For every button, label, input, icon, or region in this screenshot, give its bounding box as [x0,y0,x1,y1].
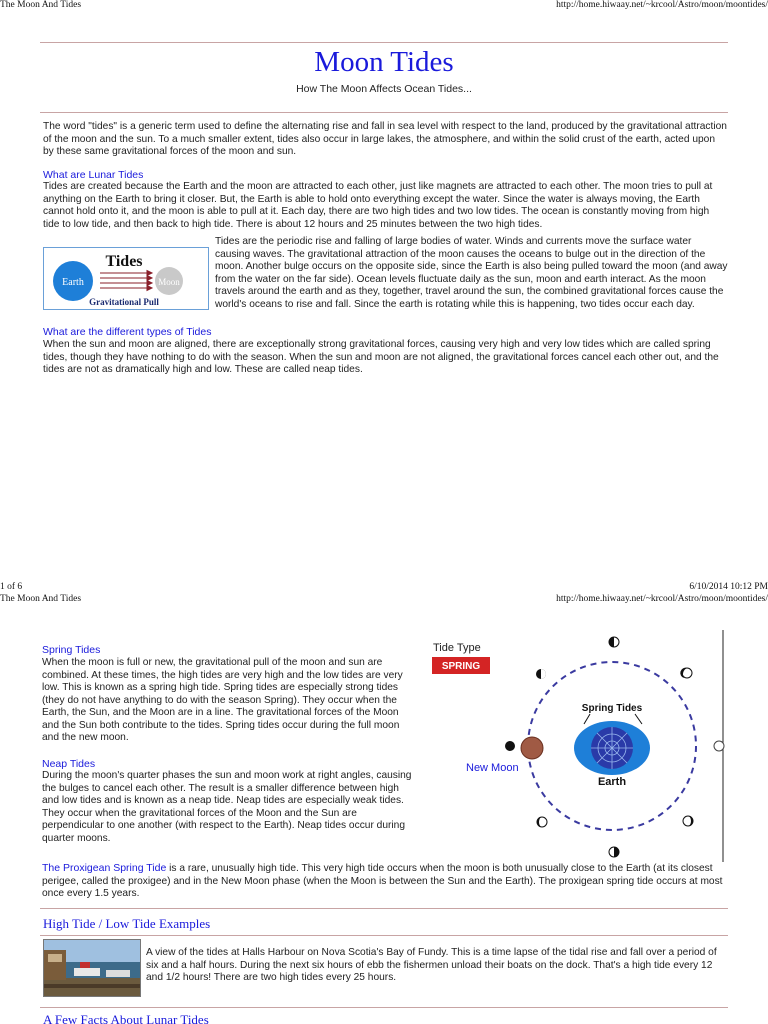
periodic-paragraph: Tides are the periodic rise and falling of large bodies of water. Winds and currents move the surface water causing waves. The gravitational attraction of the moon causes the oceans to bulge out in the direction of the moon. Another bulge occurs on the opposite side, since the Earth is also being pulled toward the moon (and away from the water on the far side). Ocean levels fluctuate daily as the sun, moon and earth interact. As the moon travels around the earth and as they, together, travel around the sun, the combined gravitational forces cause the world's oceans to rise and fall. Since the earth is rotating while this is happening, two tides occur each day. [215,236,728,310]
sun-marker [714,741,724,751]
proxigean-text: is a rare, unusually high tide. This very high tide occurs when the moon is both unusually close to the Earth (at its closest perigee, called the proxigee) and in the New Moon phase (when the Moon is between the Sun and the Earth). The proxigean spring tide occurs at most once every 1.5 years. [42,863,723,899]
print-footer-page: 1 of 6 [0,582,23,592]
new-moon-label: New Moon [466,762,519,774]
earth-label-diagram: Earth [597,776,627,788]
print-footer-date: 6/10/2014 10:12 PM [689,582,768,592]
label-pointer-left [584,714,590,724]
neap-tides-heading[interactable]: Neap Tides [42,758,96,770]
gravity-arrows [100,271,152,291]
tides-figure [43,247,209,310]
moon-label: Moon [158,277,180,287]
print-header-left: The Moon And Tides [0,0,82,10]
types-heading[interactable]: What are the different types of Tides [43,326,212,338]
figure-title: Tides [105,253,143,270]
label-pointer-right [635,714,642,724]
lunar-tides-heading[interactable]: What are Lunar Tides [43,169,144,181]
page-title: Moon Tides [314,46,454,78]
earth-grid [591,727,633,769]
halls-harbour-graphic [44,940,141,997]
top-divider [40,42,728,43]
types-paragraph: When the sun and moon are aligned, there are exceptionally strong gravitational forces, causing very high and very low tides which are called spring tides, though they have nothing to do with the season. When the sun and moon are not aligned, the gravitational forces cancel each other out, and the tides are not as dramatically high and low. These are called neap tides. [43,339,719,375]
facts-divider [40,1007,728,1008]
print-header-url-2: http://home.hiwaay.net/~krcool/Astro/moon/moontides/ [556,594,768,604]
tide-type-label: Tide Type [433,642,481,654]
examples-divider-top [40,908,728,909]
examples-heading: High Tide / Low Tide Examples [43,916,211,931]
spring-badge-text: SPRING [441,661,481,672]
page-subtitle: How The Moon Affects Ocean Tides... [296,83,472,95]
new-moon [521,737,543,759]
title-divider [40,112,728,113]
spring-tides-paragraph: When the moon is full or new, the gravitational pull of the moon and sun are combined. At these times, the high tides are very high and the low tides are very low. This is known as a spring high tide. Spring tides are especially strong tides (they do not have anything to do with the season Spring). They occur when the Earth, the Sun, and the Moon are in a line. The gravitational forces of the Moon and the Sun both contribute to the tides. Spring tides occur during the full moon and the new moon. [42,657,403,743]
examples-divider-bottom [40,935,728,936]
lunar-tides-paragraph: Tides are created because the Earth and the moon are attracted to each other, just like magnets are attracted to each other. The moon tries to pull at anything on the Earth to bring it closer. But, the Earth is able to hold onto everything except the water. Since the water is always moving, the Earth cannot hold onto it, and the moon is able to pull at it. Each day, there are two high tides and two low tides. The ocean is constantly moving from high tide to low tide, and then back to high tide. There is about 12 hours and 25 minutes between the two high tides. [43,181,713,230]
earth-label: Earth [62,277,84,288]
print-header-left-2: The Moon And Tides [0,594,82,604]
examples-paragraph: A view of the tides at Halls Harbour on Nova Scotia's Bay of Fundy. This is a time lapse of the tidal rise and fall over a period of six and a half hours. During the next six hours of ebb the fishermen unload their boats on the dock. That's a high tide every 12 and 1/2 hours! There are two high tides every 25 hours. [146,947,717,983]
tides-figure-graphic [44,248,208,309]
spring-tide-diagram-graphic [420,630,728,862]
spring-tides-heading[interactable]: Spring Tides [42,644,101,656]
proxigean-link[interactable]: The Proxigean Spring Tide [42,862,167,874]
spring-tide-diagram [420,630,728,862]
print-header-url: http://home.hiwaay.net/~krcool/Astro/moon/moontides/ [556,0,768,10]
proxigean-paragraph [42,862,728,901]
new-moon-phase-icon [505,741,515,751]
spring-tides-label: Spring Tides [581,703,643,714]
figure-caption: Gravitational Pull [89,297,159,307]
halls-harbour-thumbnail[interactable] [43,939,141,997]
neap-tides-paragraph: During the moon's quarter phases the sun and moon work at right angles, causing the bulges to cancel each other. The result is a smaller difference between high and low tides and is known as a neap tide. Neap tides are especially weak tides. They occur when the gravitational forces of the Moon and the Sun are perpendicular to one another (with respect to the Earth). Neap tides occur during quarter moons. [42,770,412,844]
intro-paragraph: The word "tides" is a generic term used to define the alternating rise and fall in sea level with respect to the land, produced by the gravitational attraction of the moon and the sun. To a much smaller extent, tides also occur in large lakes, the atmosphere, and within the solid crust of the earth, acted upon by these same gravitational forces of the moon and sun. [43,121,727,157]
facts-heading: A Few Facts About Lunar Tides [43,1012,209,1024]
